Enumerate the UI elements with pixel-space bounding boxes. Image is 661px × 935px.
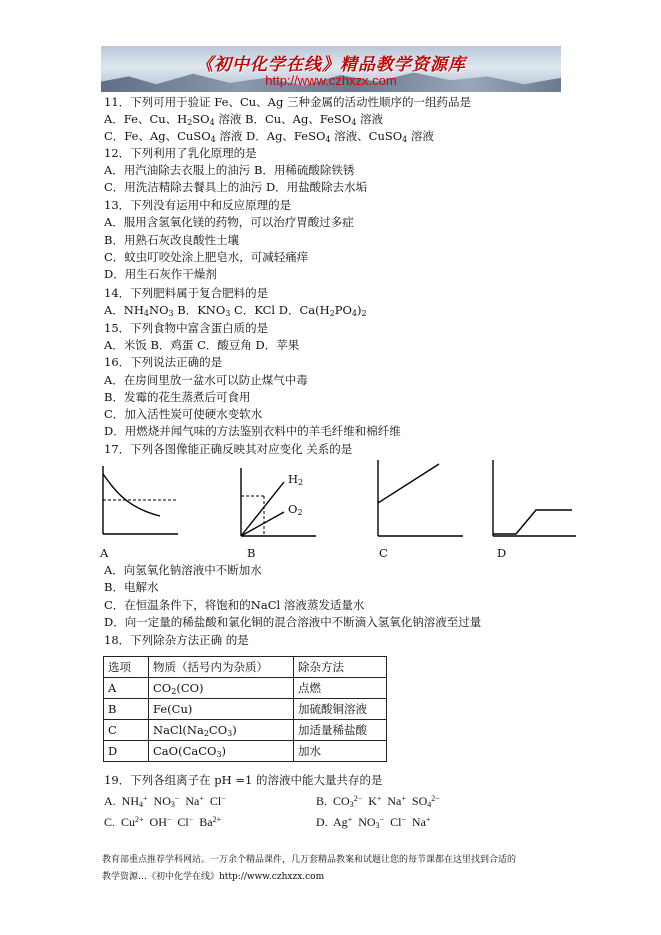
q18-table [103,656,387,762]
q16-option-c: C．加入活性炭可使硬水变软水 [104,407,263,421]
graph-a [98,462,182,538]
footer-line-1: 教育部重点推荐学科网站。一万余个精品课件，几万套精品教案和试题让您的每节课都在这里找到合适的 [102,855,517,865]
q14-stem: 14．下列肥料属于复合肥料的是 [104,286,269,300]
q17-option-c: C．在恒温条件下，将饱和的NaCl 溶液蒸发适量水 [104,598,365,612]
q12-options-ab: A．用汽油除去衣服上的油污 B．用稀硫酸除铁锈 [104,163,355,177]
graph-d [488,458,580,540]
q11-options-ab: A．Fe、Cu、H2SO4 溶液 B．Cu、Ag、FeSO4 溶液 [104,112,384,127]
row-method: 加适量稀盐酸 [294,720,387,741]
row-method: 点燃 [294,678,387,699]
q13-option-c: C．蚊虫叮咬处涂上肥皂水，可减轻痛痒 [104,250,309,264]
q18-stem: 18．下列除杂方法正确 的是 [104,633,249,647]
graph-c [373,458,467,540]
q16-option-d: D．用燃烧并闻气味的方法鉴别衣料中的羊毛纤维和棉纤维 [104,424,401,438]
table-row [104,720,387,741]
row-method: 加硫酸铜溶液 [294,699,387,720]
q19-option-a: A. NH4+ NO3− Na+ Cl− [104,794,226,809]
q13-stem: 13．下列没有运用中和反应原理的是 [104,198,292,212]
q17-option-d: D．向一定量的稀盐酸和氯化铜的混合溶液中不断滴入氢氧化钠溶液至过量 [104,615,482,629]
q14-options: A．NH4NO3 B．KNO3 C．KCl D．Ca(H2PO4)2 [104,303,367,318]
header-banner [101,46,561,92]
row-substance: CaO(CaCO3) [149,741,294,762]
q11-options-cd: C．Fe、Ag、CuSO4 溶液 D．Ag、FeSO4 溶液、CuSO4 溶液 [104,129,434,144]
q17-stem: 17．下列各图像能正确反映其对应变化 关系的是 [104,442,353,456]
q19-option-d: D. Ag+ NO3− Cl− Na+ [316,815,431,830]
graph-b-label-o2: O2 [288,502,303,517]
graph-a-curve [103,474,160,516]
q16-option-a: A．在房间里放一盆水可以防止煤气中毒 [104,373,308,387]
graph-label-d: D [497,546,507,560]
graph-b-line-h2 [241,482,284,536]
graph-c-line [378,464,439,503]
banner-title: 《初中化学在线》精品教学资源库 [196,55,466,75]
q13-option-b: B．用熟石灰改良酸性土壤 [104,233,239,247]
row-method: 加水 [294,741,387,762]
graph-label-a: A [100,546,109,560]
q11-stem: 11．下列可用于验证 Fe、Cu、Ag 三种金属的活动性顺序的一组药品是 [104,95,471,109]
row-option: C [104,720,149,741]
graph-label-b: B [247,546,256,560]
row-option: B [104,699,149,720]
row-option: A [104,678,149,699]
table-row [104,678,387,699]
table-header-method: 除杂方法 [294,657,387,678]
table-row [104,741,387,762]
graph-b-line-o2 [241,512,284,536]
q17-option-b: B．电解水 [104,580,159,594]
q19-option-c: C. $Cu^{2+}$ OH− Cl− $Ba^{2+}$ [104,815,222,829]
graph-d-line [493,510,572,534]
table-header-option: 选项 [104,657,149,678]
graph-b [236,466,320,540]
footer-line-2: 教学资源…《初中化学在线》http://www.czhxzx.com [102,872,325,882]
q15-options: A．米饭 B．鸡蛋 C．酸豆角 D．苹果 [104,338,300,352]
q19-stem: 19．下列各组离子在 pH =1 的溶液中能大量共存的是 [104,773,383,787]
q13-option-a: A．服用含氢氧化镁的药物，可以治疗胃酸过多症 [104,215,354,229]
q13-option-d: D．用生石灰作干燥剂 [104,267,217,281]
graph-label-c: C [379,546,388,560]
q16-option-b: B．发霉的花生蒸煮后可食用 [104,390,251,404]
q12-stem: 12．下列利用了乳化原理的是 [104,146,257,160]
q15-stem: 15．下列食物中富含蛋白质的是 [104,321,269,335]
table-row [104,699,387,720]
q17-option-a: A．向氢氧化钠溶液中不断加水 [104,563,262,577]
row-option: D [104,741,149,762]
table-header-row [104,657,387,678]
q19-option-b: B. $CO3^{2-}$ K+ Na+ $SO4^{2-}$ [316,794,440,809]
q16-stem: 16．下列说法正确的是 [104,355,223,369]
graph-b-label-h2: H2 [288,472,304,487]
row-substance: NaCl(Na2CO3) [149,720,294,741]
row-substance: CO2(CO) [149,678,294,699]
row-substance: Fe(Cu) [149,699,294,720]
q12-options-cd: C．用洗洁精除去餐具上的油污 D．用盐酸除去水垢 [104,180,368,194]
banner-url: http://www.czhxzx.com [265,73,397,88]
table-header-substance: 物质（括号内为杂质） [149,657,294,678]
